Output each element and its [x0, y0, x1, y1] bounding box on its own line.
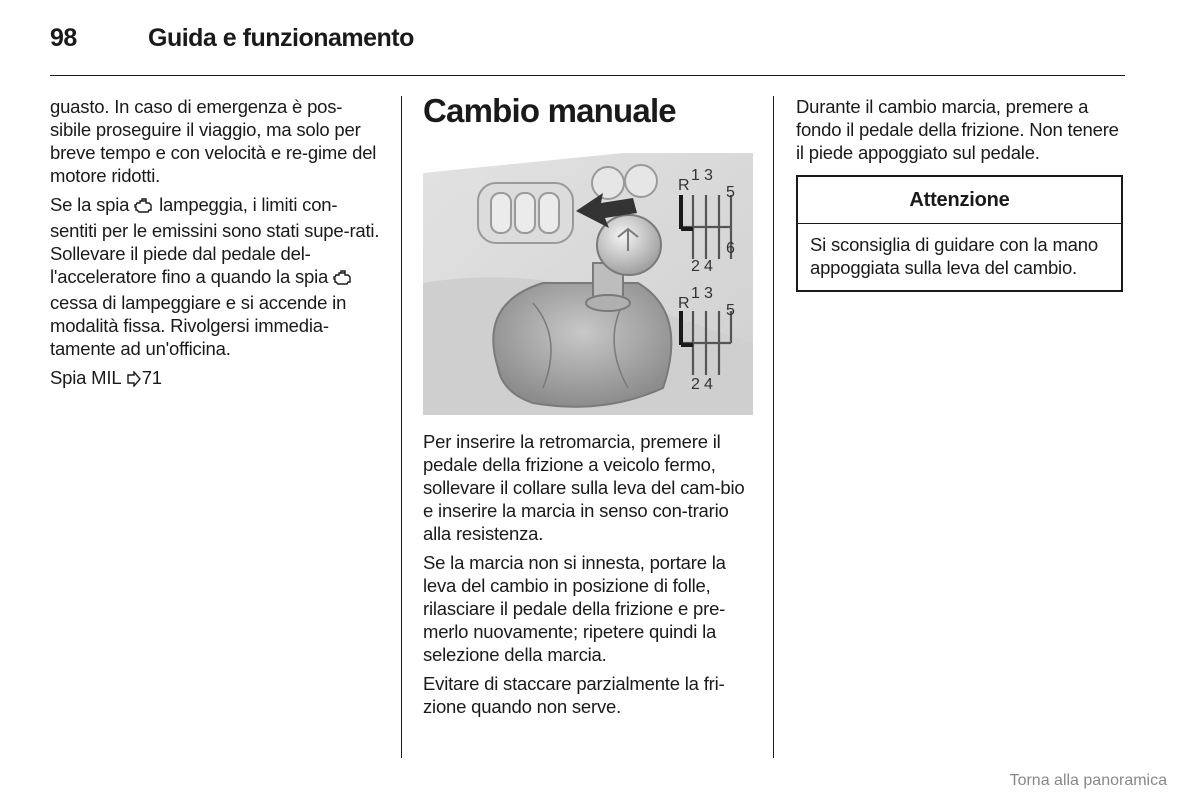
cross-reference-arrow-icon	[126, 369, 142, 392]
diagram-label-right-top: 5	[726, 302, 735, 319]
paragraph: Durante il cambio marcia, premere a fondo il pedale della frizione. Non tenere il piede appoggiato sul pedale.	[796, 96, 1119, 163]
paragraph: Se la marcia non si innesta, portare la leva del cambio in posizione di folle, rilasciare il pedale della frizione e pre-merlo nuovamente; ripetere quindi la selezione della marcia.	[423, 552, 726, 665]
paragraph-mil	[50, 193, 382, 360]
overview-link[interactable]: Torna alla panoramica	[1009, 772, 1167, 789]
page-number: 98	[50, 24, 77, 52]
diagram-label-bottom: 2 4	[691, 376, 713, 393]
text-span: Se la spia	[50, 194, 130, 215]
diagram-label-top: 1 3	[691, 167, 713, 184]
diagram-label-top: 1 3	[691, 285, 713, 302]
diagram-label-right-top: 5	[726, 184, 735, 201]
engine-warning-icon	[134, 196, 154, 219]
column-1	[50, 95, 382, 398]
diagram-label-right-bottom: 6	[726, 240, 735, 257]
section-heading: Cambio manuale	[423, 92, 676, 129]
engine-warning-icon	[333, 268, 353, 291]
paragraph: guasto. In caso di emergenza è pos-sibile proseguire il viaggio, ma solo per breve tempo e con velocità e re-gime del motore ridotti.	[50, 96, 377, 186]
column-3	[796, 95, 1126, 292]
diagram-label-reverse: R	[678, 295, 690, 312]
warning-title: Attenzione	[798, 177, 1121, 224]
section-title-header: Guida e funzionamento	[148, 24, 414, 52]
text-span: cessa di lampeggiare e si accende in modalità fissa. Rivolgersi immedia-tamente ad un'officina.	[50, 292, 347, 359]
paragraph: Evitare di staccare parzialmente la fri-zione quando non serve.	[423, 673, 725, 717]
xref-label: Spia MIL	[50, 367, 121, 388]
header-divider	[50, 75, 1125, 76]
column-divider-1	[401, 96, 402, 758]
diagram-label-reverse: R	[678, 177, 690, 194]
warning-body: Si sconsiglia di guidare con la mano appoggiata sulla leva del cambio.	[810, 234, 1098, 278]
warning-box	[796, 175, 1123, 292]
column-divider-2	[773, 96, 774, 758]
text-span: lampeggia, i limiti con-sentiti per le emissini sono stati supe-rati. Sollevare il piede dal pedale del-l'acceleratore fino a quando la spia	[50, 194, 380, 287]
cross-reference[interactable]	[50, 366, 382, 392]
gear-lever-illustration	[423, 153, 753, 415]
paragraph: Per inserire la retromarcia, premere il pedale della frizione a veicolo fermo, sollevare il collare sulla leva del cam-bio e inserire la marcia in senso con-trario alla resistenza.	[423, 431, 745, 544]
column-2	[423, 89, 753, 724]
xref-page: 71	[141, 367, 162, 388]
diagram-label-bottom: 2 4	[691, 258, 713, 275]
